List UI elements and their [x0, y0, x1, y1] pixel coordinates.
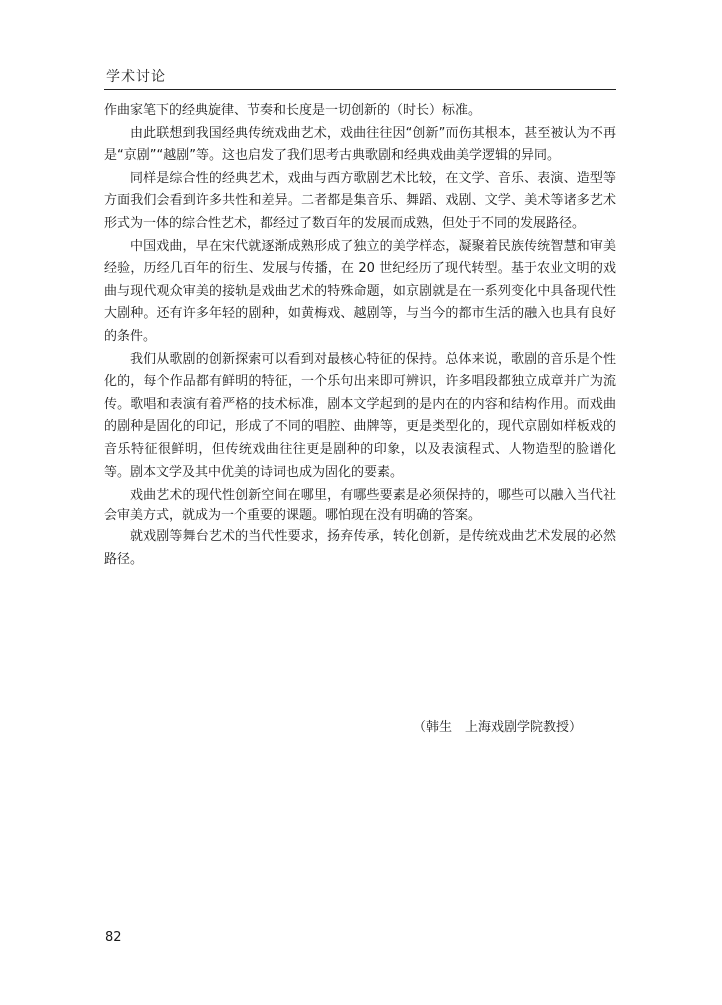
paragraph-5: 我们从歌剧的创新探索可以看到对最核心特征的保持。总体来说，歌剧的音乐是个性化的，每个作品都有鲜明的特征，一个乐句出来即可辨识，许多唱段都独立成章并广为流传。歌唱和表演有着严格的技术标准，剧本文学起到的是内在的内容和结构作用。而戏曲的剧种是固化的印记，形成了不同的唱腔、曲牌等，更是类型化的，现代京剧如样板戏的音乐特征很鲜明，但传统戏曲往往更是剧种的印象，以及表演程式、人物造型的脸谱化等。剧本文学及其中优美的诗词也成为固化的要素。 — [104, 351, 616, 480]
paragraph-1: 作曲家笔下的经典旋律、节奏和长度是一切创新的（时长）标准。 — [104, 103, 482, 118]
header-divider — [104, 89, 616, 90]
paragraph-7: 就戏剧等舞台艺术的当代性要求，扬弃传承，转化创新，是传统戏曲艺术发展的必然路径。 — [104, 529, 616, 567]
paragraph-6: 戏曲艺术的现代性创新空间在哪里，有哪些要素是必须保持的，哪些可以融入当代社会审美方式，就成为一个重要的课题。哪怕现在没有明确的答案。 — [104, 488, 616, 524]
paragraph-2: 由此联想到我国经典传统戏曲艺术，戏曲往往因“创新”而伤其根本，甚至被认为不再是“京剧”“越剧”等。这也启发了我们思考古典歌剧和经典戏曲美学逻辑的异同。 — [104, 125, 616, 164]
section-header-title: 学术讨论 — [106, 69, 166, 85]
paragraph-4: 中国戏曲，早在宋代就逐渐成熟形成了独立的美学样态，凝聚着民族传统智慧和审美经验，历经几百年的衍生、发展与传播，在 20 世纪经历了现代转型。基于农业文明的戏曲与现代观众审美的接轨是戏曲艺术的特殊命题，如京剧就是在一系列变化中具备现代性大剧种。还有许多年轻的剧种，如黄梅戏、越剧等，与当今的都市生活的融入也具有良好的条件。 — [104, 238, 616, 344]
paragraph-3: 同样是综合性的经典艺术，戏曲与西方歌剧艺术比较，在文学、音乐、表演、造型等方面我们会看到许多共性和差异。二者都是集音乐、舞蹈、戏剧、文学、美术等诸多艺术形式为一体的综合性艺术，都经过了数百年的发展而成熟，但处于不同的发展路径。 — [104, 170, 616, 231]
author-signature: （韩生 上海戏剧学院教授） — [413, 720, 583, 735]
article-body — [104, 100, 616, 571]
page-number: 82 — [105, 930, 122, 945]
